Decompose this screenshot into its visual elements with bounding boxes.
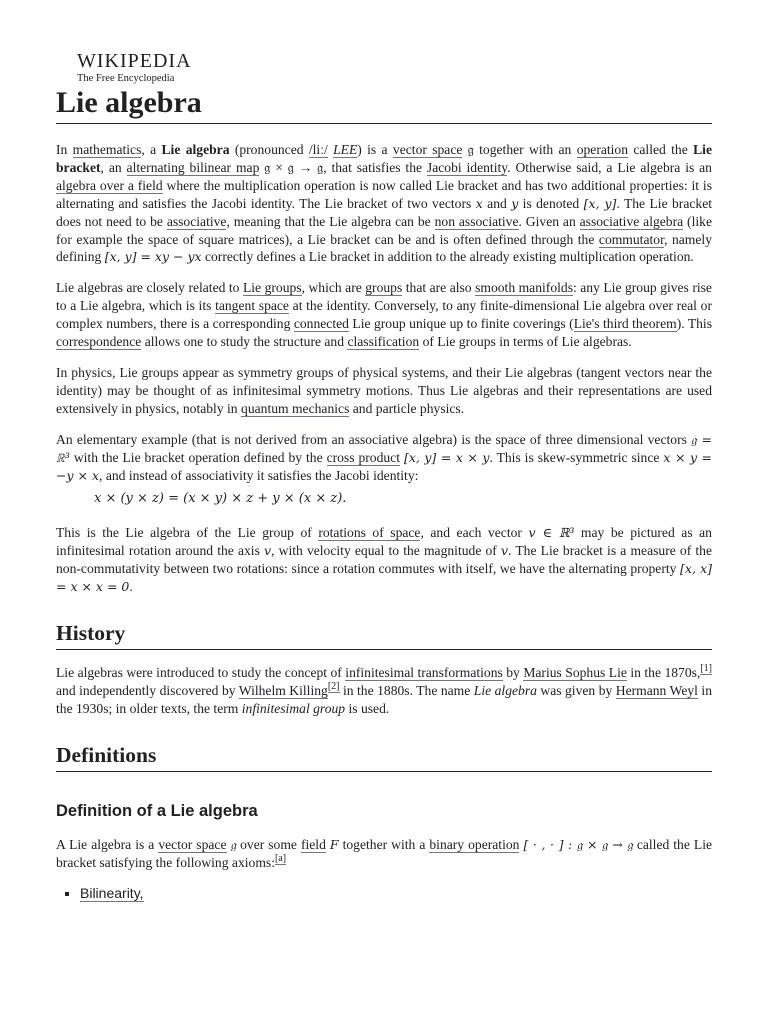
link-operation[interactable]: operation xyxy=(576,142,629,157)
subheading-definition-of-lie-algebra: Definition of a Lie algebra xyxy=(56,801,258,820)
term-lie-bracket: Lie bracket xyxy=(56,142,712,175)
link-tangent-space[interactable]: tangent space xyxy=(215,298,289,314)
heading-definitions: Definitions xyxy=(56,742,712,772)
term-infinitesimal-group: infinitesimal group xyxy=(241,700,346,716)
link-rotations-of-space[interactable]: rotations of space xyxy=(318,525,421,541)
math-v-magnitude: v xyxy=(500,543,509,559)
math-v-in-r3: v ∈ ℝ³ xyxy=(528,525,575,541)
heading-history: History xyxy=(56,620,712,650)
link-correspondence[interactable]: correspondence xyxy=(56,334,142,350)
math-g-equals-r3: 𝔤 = ℝ³ xyxy=(56,431,713,465)
math-bracket-xy: [x, y] xyxy=(583,195,617,211)
history-paragraph: Lie algebras were introduced to study the concept of infinitesimal transformations by Marius Sophus Lie in the 1870s,[1] and independently discovered by Wilhelm Killing[2] in the 1880s. The name Lie algebra was given by Hermann Weyl in the 1930s; in older texts, the term infinitesimal group is used. xyxy=(56,663,712,716)
link-commutator[interactable]: commutator xyxy=(598,231,665,247)
reference-2[interactable]: [2] xyxy=(327,681,340,693)
link-pronunciation-respell[interactable]: LEE xyxy=(333,142,358,157)
math-bracket-map: [ · , · ] : 𝔤 × 𝔤 → 𝔤 xyxy=(523,836,633,852)
definition-paragraph: A Lie algebra is a vector space 𝔤 over some field F together with a binary operation [ · , · ] : 𝔤 × 𝔤 → 𝔤 called the Lie bracket satisfying the following axioms:[a] xyxy=(56,836,713,870)
math-alternating-property: [x, x] = x × x = 0 xyxy=(56,561,712,595)
intro-paragraph-5: This is the Lie algebra of the Lie group of rotations of space, and each vector v ∈ ℝ³ may be pictured as an infinitesimal rotation around the axis v, with velocity equal to the magnitude of v. The Lie bracket is a measure of the non-commutativity between two rotations: since a rotation commutes with itself, we have the alternating property [x, x] = x × x = 0. xyxy=(56,525,712,595)
intro-paragraph-2: Lie algebras are closely related to Lie groups, which are groups that are also smooth manifolds: any Lie group gives rise to a Lie algebra, which is its tangent space at the identity. Conversely, to any finite-dimensional Lie algebra over real or complex numbers, there is a corresponding connected Lie group unique up to finite coverings (Lie's third theorem). This correspondence allows one to study the structure and classification of Lie groups in terms of Lie algebras. xyxy=(56,280,712,350)
term-lie-algebra-italic: Lie algebra xyxy=(473,682,537,698)
link-hermann-weyl[interactable]: Hermann Weyl xyxy=(615,682,698,698)
math-f: F xyxy=(329,836,339,852)
list-item xyxy=(80,885,712,903)
link-associative-algebra[interactable]: associative algebra xyxy=(579,213,684,229)
link-non-associative[interactable]: non associative xyxy=(434,213,519,229)
jacobi-equation: x × (y × z) = (x × y) × z + y × (x × z). xyxy=(94,491,347,507)
math-skew-symmetry: x × y = −y × x xyxy=(56,449,712,483)
logo-tagline: The Free Encyclopedia xyxy=(77,73,175,84)
link-pronunciation-ipa[interactable]: /liː/ xyxy=(308,142,328,157)
link-marius-sophus-lie[interactable]: Marius Sophus Lie xyxy=(523,664,627,680)
article-body xyxy=(56,141,712,903)
link-binary-operation[interactable]: binary operation xyxy=(429,836,520,852)
link-bilinearity[interactable]: Bilinearity, xyxy=(80,885,144,902)
intro-paragraph-4: An elementary example (that is not derived from an associative algebra) is the space of three dimensional vectors 𝔤 = ℝ³ with the Lie bracket operation defined by the cross product [x, y] = x × y. This is skew-symmetric since x × y = −y × x, and instead of associativity it satisfies the Jacobi identity: xyxy=(56,431,713,483)
note-a[interactable]: [a] xyxy=(274,853,287,865)
link-infinitesimal-transformations[interactable]: infinitesimal transformations xyxy=(345,664,503,680)
link-jacobi-identity[interactable]: Jacobi identity xyxy=(426,159,508,175)
reference-1[interactable]: [1] xyxy=(700,663,712,675)
wikipedia-logo[interactable] xyxy=(77,50,192,85)
link-connected[interactable]: connected xyxy=(293,316,349,332)
link-mathematics[interactable]: mathematics xyxy=(72,142,142,157)
math-cross-bracket: [x, y] = x × y xyxy=(403,449,490,465)
link-algebra-over-a-field[interactable]: algebra over a field xyxy=(56,177,163,193)
link-associative[interactable]: associative xyxy=(166,213,227,229)
link-vector-space[interactable]: vector space xyxy=(392,142,463,157)
page-title: Lie algebra xyxy=(56,84,712,124)
axioms-list xyxy=(56,885,712,903)
link-cross-product[interactable]: cross product xyxy=(326,449,400,465)
link-lie-groups[interactable]: Lie groups xyxy=(242,280,302,296)
math-g: 𝔤 xyxy=(230,836,237,852)
intro-paragraph-1: In mathematics, a Lie algebra (pronounced /liː/ LEE) is a vector space 𝔤 together with an operation called the Lie bracket, an alternating bilinear map 𝔤 × 𝔤 → 𝔤, that satisfies the Jacobi identity. Otherwise said, a Lie algebra is an algebra over a field where the multiplication operation is now called Lie bracket and has two additional properties: it is alternating and satisfies the Jacobi identity. The Lie bracket of two vectors x and y is denoted [x, y]. The Lie bracket does not need to be associative, meaning that the Lie algebra can be non associative. Given an associative algebra (like for example the space of square matrices), a Lie bracket can be and is often defined through the commutator, namely defining [x, y] = xy − yx correctly defines a Lie bracket in addition to the already existing multiplication operation. xyxy=(56,142,713,265)
math-v-axis: v xyxy=(264,543,272,559)
link-smooth-manifolds[interactable]: smooth manifolds xyxy=(475,280,573,296)
link-classification[interactable]: classification xyxy=(347,334,420,350)
link-alternating-bilinear-map[interactable]: alternating bilinear map xyxy=(126,159,260,175)
link-field[interactable]: field xyxy=(300,836,326,852)
link-groups[interactable]: groups xyxy=(365,280,403,296)
logo-wordmark: WIKIPEDIA xyxy=(77,50,192,72)
link-vector-space-def[interactable]: vector space xyxy=(158,836,227,852)
math-y: y xyxy=(511,195,519,211)
link-lies-third-theorem[interactable]: Lie's third theorem xyxy=(573,316,677,332)
link-quantum-mechanics[interactable]: quantum mechanics xyxy=(241,400,350,416)
intro-paragraph-3: In physics, Lie groups appear as symmetry groups of physical systems, and their Lie algebras (tangent vectors near the identity) may be thought of as infinitesimal symmetry motions. Thus Lie algebras and their representations are used extensively in physics, notably in quantum mechanics and particle physics. xyxy=(56,364,712,416)
math-commutator: [x, y] = xy − yx xyxy=(104,249,202,265)
math-x: x xyxy=(475,195,483,211)
link-wilhelm-killing[interactable]: Wilhelm Killing xyxy=(238,682,328,698)
term-lie-algebra: Lie algebra xyxy=(161,142,230,157)
